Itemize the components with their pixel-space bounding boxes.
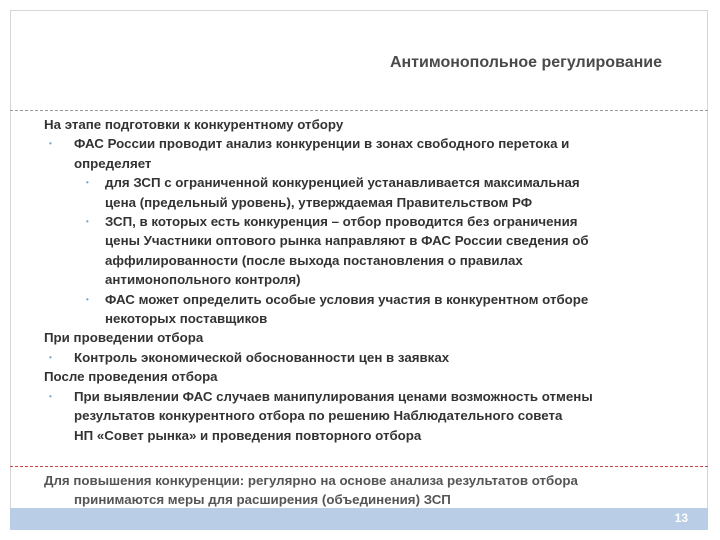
page-number: 13 bbox=[674, 511, 688, 525]
bullet-item bbox=[44, 348, 708, 367]
slide-title: Антимонопольное регулирование bbox=[389, 54, 662, 71]
section-heading-after: После проведения отбора bbox=[44, 369, 218, 385]
bullet-line: НП «Совет рынка» и проведения повторного отбора bbox=[74, 427, 422, 443]
slide-content bbox=[44, 115, 708, 445]
bullet-line: аффилированности (после выхода постановления о правилах bbox=[105, 252, 523, 268]
section-heading-preparation: На этапе подготовки к конкурентному отбору bbox=[44, 117, 344, 132]
bullet-item-continuation bbox=[44, 406, 708, 425]
footer-line: принимаются меры для расширения (объединения) ЗСП bbox=[74, 492, 451, 508]
bullet-line: цена (предельный уровень), утверждаемая Правительством РФ bbox=[105, 194, 533, 210]
sub-bullet-item bbox=[44, 290, 708, 309]
sub-bullet-continuation bbox=[44, 251, 708, 270]
bullet-line: цены Участники оптового рынка направляют в ФАС России сведения об bbox=[105, 233, 589, 249]
sub-bullet-item bbox=[44, 173, 708, 192]
bullet-item bbox=[44, 387, 708, 406]
sub-bullet-item bbox=[44, 212, 708, 231]
bullet-icon: • bbox=[49, 391, 52, 401]
bullet-line: ЗСП, в которых есть конкуренция – отбор проводится без ограничения bbox=[105, 214, 578, 230]
bullet-line: некоторых поставщиков bbox=[105, 311, 268, 327]
bottom-bar bbox=[10, 508, 708, 530]
bullet-icon: • bbox=[86, 217, 89, 227]
bullet-icon: • bbox=[49, 139, 52, 149]
bullet-line: определяет bbox=[74, 155, 152, 171]
bullet-item-continuation bbox=[44, 154, 708, 173]
sub-bullet-continuation bbox=[44, 270, 708, 289]
footer-divider bbox=[10, 466, 708, 467]
bullet-icon: • bbox=[86, 178, 89, 188]
bullet-line: результатов конкурентного отбора по решению Наблюдательного совета bbox=[74, 408, 563, 424]
bullet-icon: • bbox=[86, 294, 89, 304]
footer-line: Для повышения конкуренции: регулярно на основе анализа результатов отбора bbox=[44, 473, 578, 488]
bullet-line: ФАС может определить особые условия участия в конкурентном отборе bbox=[105, 291, 589, 307]
footer-note bbox=[44, 471, 704, 510]
bullet-item bbox=[44, 134, 708, 153]
bullet-line: антимонопольного контроля) bbox=[105, 272, 301, 288]
bullet-item-continuation bbox=[44, 426, 708, 445]
bullet-line: Контроль экономической обоснованности цен в заявках bbox=[74, 349, 450, 365]
bullet-line: ФАС России проводит анализ конкуренции в зонах свободного перетока и bbox=[74, 136, 570, 152]
sub-bullet-continuation bbox=[44, 231, 708, 250]
bullet-line: для ЗСП с ограниченной конкуренцией устанавливается максимальная bbox=[105, 175, 580, 191]
bullet-line: При выявлении ФАС случаев манипулирования ценами возможность отмены bbox=[74, 388, 593, 404]
bullet-icon: • bbox=[49, 352, 52, 362]
section-heading-during: При проведении отбора bbox=[44, 330, 204, 346]
header-divider bbox=[10, 110, 708, 111]
sub-bullet-continuation bbox=[44, 309, 708, 328]
sub-bullet-continuation bbox=[44, 193, 708, 212]
